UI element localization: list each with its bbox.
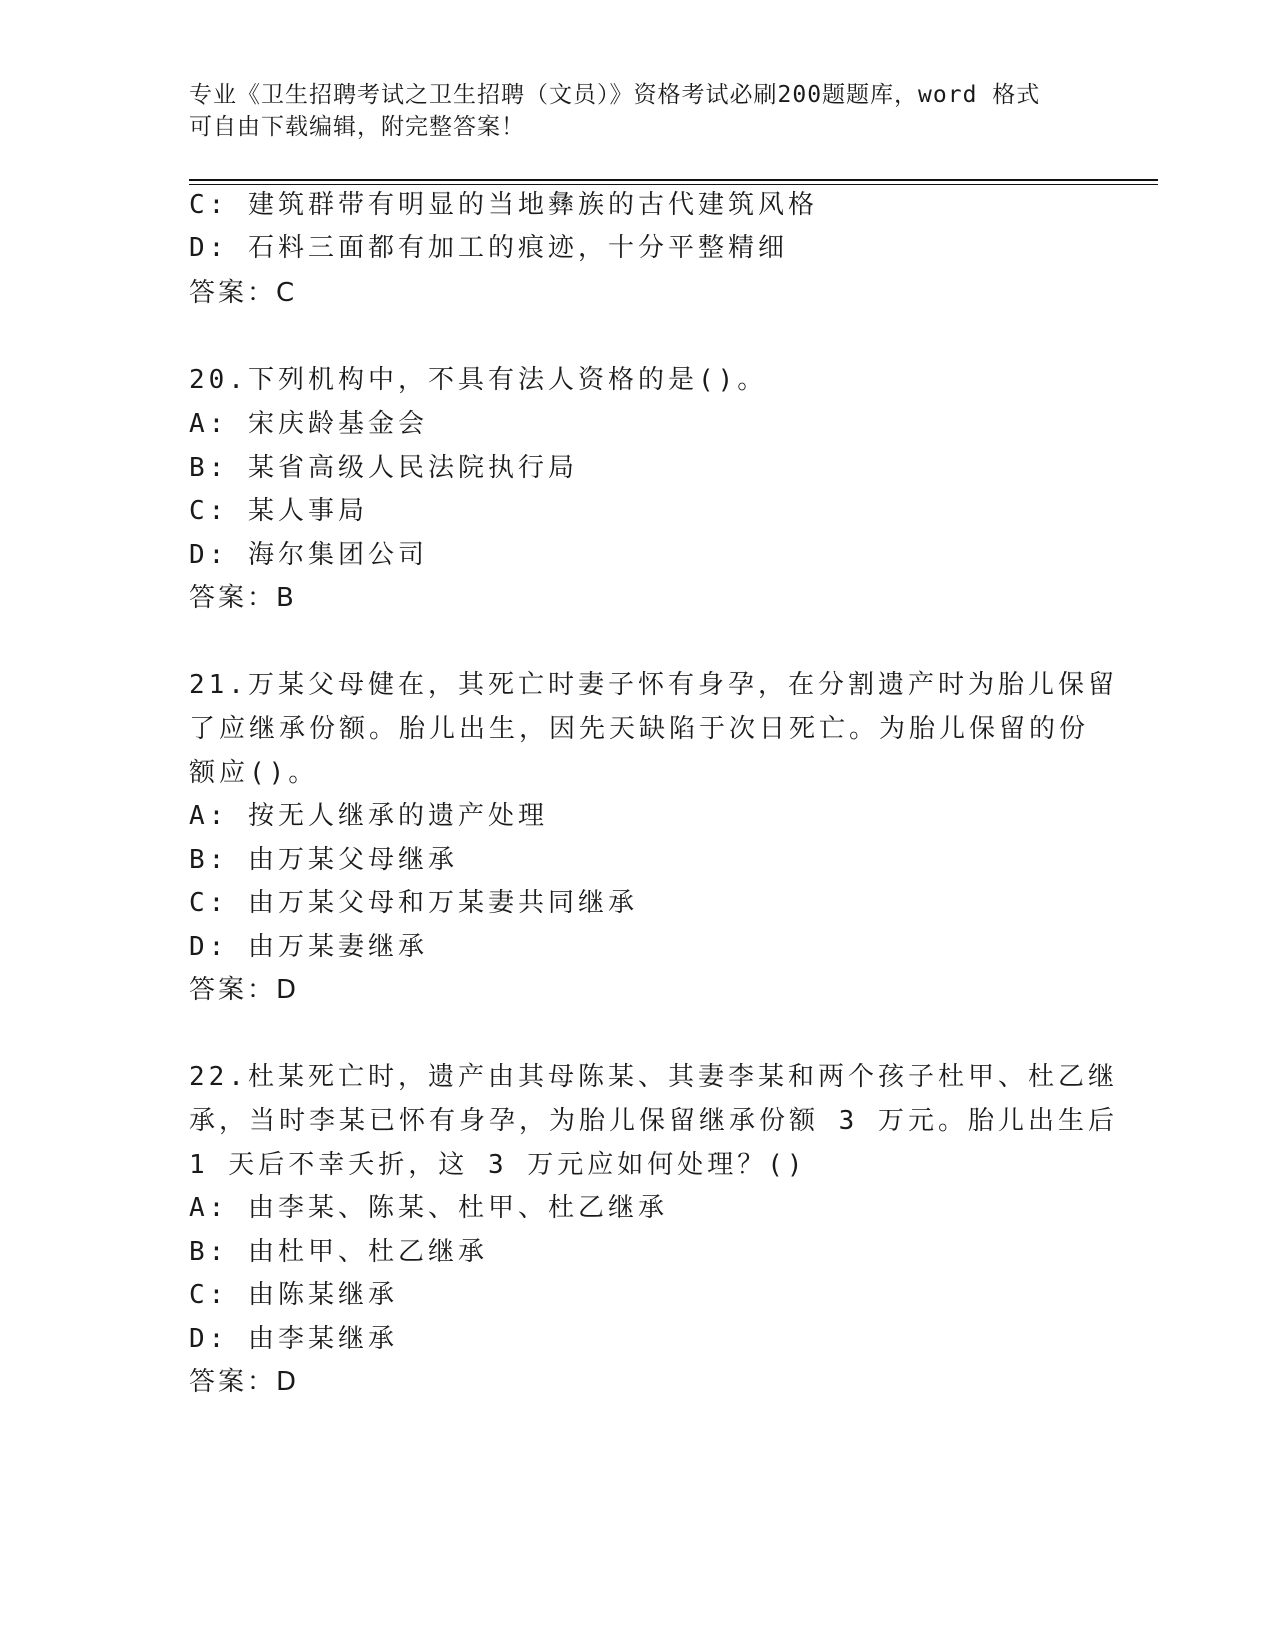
q20-option-b: B: 某省高级人民法院执行局 bbox=[189, 453, 578, 483]
q19-option-c: C: 建筑群带有明显的当地彝族的古代建筑风格 bbox=[189, 190, 818, 220]
q22-stem-line3: 1 天后不幸夭折，这 3 万元应如何处理？() bbox=[189, 1150, 807, 1180]
header-title-line1: 专业《卫生招聘考试之卫生招聘（文员）》资格考试必刷200题题库，word 格式 bbox=[189, 82, 1041, 108]
q20-option-a: A: 宋庆龄基金会 bbox=[189, 409, 428, 439]
q21-stem-line2: 了应继承份额。胎儿出生，因先天缺陷于次日死亡。为胎儿保留的份 bbox=[189, 714, 1090, 744]
q21-option-d: D: 由万某妻继承 bbox=[189, 932, 428, 962]
q21-option-c: C: 由万某父母和万某妻共同继承 bbox=[189, 888, 638, 918]
q22-option-a: A: 由李某、陈某、杜甲、杜乙继承 bbox=[189, 1193, 668, 1223]
q21-option-b: B: 由万某父母继承 bbox=[189, 845, 458, 875]
q21-stem-line1: 21.万某父母健在，其死亡时妻子怀有身孕，在分割遗产时为胎儿保留 bbox=[189, 670, 1118, 700]
q22-option-c: C: 由陈某继承 bbox=[189, 1280, 398, 1310]
q19-option-d: D: 石料三面都有加工的痕迹，十分平整精细 bbox=[189, 233, 788, 263]
header-title-line2: 可自由下载编辑，附完整答案！ bbox=[189, 114, 525, 140]
q20-option-d: D: 海尔集团公司 bbox=[189, 540, 428, 570]
header-divider-thick bbox=[189, 179, 1158, 181]
q22-answer: 答案：D bbox=[189, 1367, 300, 1397]
q22-option-d: D: 由李某继承 bbox=[189, 1324, 398, 1354]
q19-answer: 答案：C bbox=[189, 278, 298, 308]
q21-option-a: A: 按无人继承的遗产处理 bbox=[189, 801, 548, 831]
q20-answer: 答案：B bbox=[189, 583, 297, 613]
q21-stem-line3: 额应()。 bbox=[189, 758, 319, 788]
q22-stem-line2: 承，当时李某已怀有身孕，为胎儿保留继承份额 3 万元。胎儿出生后 bbox=[189, 1106, 1118, 1136]
header-divider-thin bbox=[189, 184, 1158, 185]
q20-option-c: C: 某人事局 bbox=[189, 496, 368, 526]
q22-stem-line1: 22.杜某死亡时，遗产由其母陈某、其妻李某和两个孩子杜甲、杜乙继 bbox=[189, 1062, 1118, 1092]
q20-stem: 20.下列机构中，不具有法人资格的是()。 bbox=[189, 365, 768, 395]
q21-answer: 答案：D bbox=[189, 975, 300, 1005]
q22-option-b: B: 由杜甲、杜乙继承 bbox=[189, 1237, 488, 1267]
